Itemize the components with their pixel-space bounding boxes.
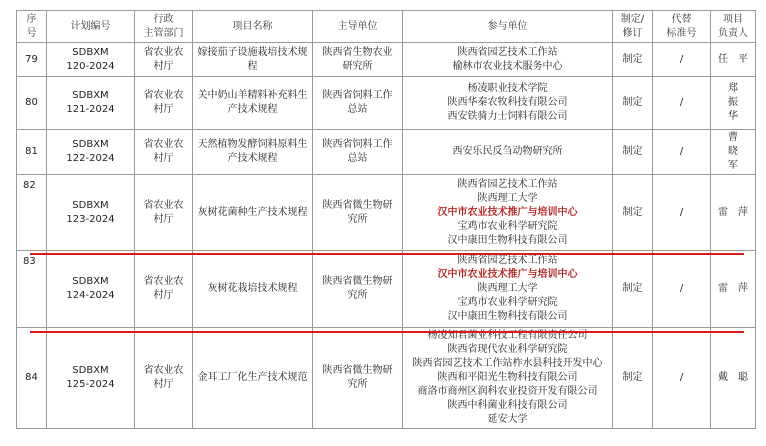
department-text: 省农业农	[143, 276, 184, 287]
cell-participating-units	[403, 251, 613, 328]
cell-project-name	[193, 251, 313, 328]
cell-department	[135, 77, 193, 130]
participating-unit: 宝鸡市农业科学研究院	[457, 220, 558, 232]
red-underline-row-82	[30, 253, 744, 255]
type-text: 制定	[622, 97, 643, 108]
cell-no	[17, 251, 47, 328]
participating-unit: 西安铁骑力士饲料有限公司	[447, 111, 568, 122]
header-text: 序	[26, 13, 37, 25]
participating-unit: 汉中康田生物科技有限公司	[447, 311, 568, 322]
header-no	[17, 11, 47, 43]
cell-person-in-charge	[711, 175, 756, 251]
participating-unit: 杨凌知君菌业科技工程有限责任公司	[427, 330, 588, 341]
red-underline-row-83	[30, 331, 744, 333]
header-type	[613, 11, 653, 43]
person-text: 晓	[728, 146, 738, 157]
cell-type	[613, 77, 653, 130]
header-person-in-charge	[711, 11, 756, 43]
plan-number-text: SDBXM	[72, 276, 109, 287]
lead-unit-text: 陕西省生物农业	[322, 46, 393, 58]
department-text: 省农业农	[143, 199, 184, 211]
plan-number-text: 120-2024	[66, 60, 115, 72]
cell-type	[613, 175, 653, 251]
person-text: 任 平	[718, 53, 748, 65]
header-text: 制定/	[620, 13, 645, 25]
cell-replaced-standard	[653, 77, 711, 130]
person-text: 曹	[728, 132, 738, 143]
replaced-standard-text: /	[679, 283, 684, 294]
department-text: 村厅	[153, 104, 174, 115]
cell-person-in-charge	[711, 77, 756, 130]
header-lead-unit	[313, 11, 403, 43]
cell-department	[135, 43, 193, 77]
type-text: 制定	[622, 146, 643, 157]
type-text: 制定	[622, 206, 643, 218]
plan-number-text: SDBXM	[72, 90, 109, 101]
cell-person-in-charge	[711, 251, 756, 328]
cell-department	[135, 175, 193, 251]
participating-unit: 陕西省园艺技术工作站	[457, 255, 558, 266]
plan-number-text: 121-2024	[66, 104, 115, 115]
participating-unit: 杨凌职业技术学院	[467, 83, 548, 94]
participating-unit: 陕西理工大学	[477, 192, 538, 204]
cell-plan-number	[47, 328, 135, 429]
plan-number-text: SDBXM	[72, 46, 109, 58]
cell-lead-unit	[313, 328, 403, 429]
plan-number-text: SDBXM	[72, 139, 109, 150]
cell-type	[613, 251, 653, 328]
person-text: 军	[728, 160, 738, 171]
cell-lead-unit	[313, 43, 403, 77]
plan-number-text: SDBXM	[72, 365, 109, 376]
replaced-standard-text: /	[679, 53, 684, 65]
row-number: 79	[25, 53, 38, 65]
lead-unit-text: 究所	[347, 290, 368, 301]
type-text: 制定	[622, 283, 643, 294]
header-text: 项目名称	[232, 20, 273, 32]
cell-department	[135, 130, 193, 175]
standards-table	[16, 10, 756, 429]
lead-unit-text: 陕西省微生物研	[322, 199, 393, 211]
cell-no	[17, 130, 47, 175]
header-text: 标准号	[666, 27, 697, 39]
cell-plan-number	[47, 175, 135, 251]
cell-replaced-standard	[653, 175, 711, 251]
participating-unit: 陕西省现代农业科学研究院	[447, 344, 568, 355]
header-text: 代替	[671, 13, 692, 25]
cell-type	[613, 328, 653, 429]
participating-unit: 陕西理工大学	[477, 283, 538, 294]
cell-project-name	[193, 130, 313, 175]
cell-type	[613, 43, 653, 77]
table-row	[17, 43, 756, 77]
participating-unit: 陕西省园艺技术工作站柞水县科技开发中心	[412, 358, 603, 369]
replaced-standard-text: /	[679, 372, 684, 383]
cell-no	[17, 77, 47, 130]
header-text: 负责人	[718, 27, 748, 39]
cell-participating-units	[403, 328, 613, 429]
project-name-text: 金耳工厂化生产技术规范	[197, 372, 308, 383]
project-name-text: 产技术规程	[227, 153, 278, 164]
participating-unit: 陕西中科菌业科技有限公司	[447, 400, 568, 411]
row-number: 82	[23, 180, 36, 191]
participating-unit-highlighted: 汉中市农业技术推广与培训中心	[437, 206, 578, 218]
participating-unit: 西安乐民反刍动物研究所	[452, 146, 563, 157]
cell-person-in-charge	[711, 130, 756, 175]
department-text: 村厅	[153, 153, 174, 164]
cell-project-name	[193, 43, 313, 77]
cell-person-in-charge	[711, 43, 756, 77]
project-name-text: 程	[247, 60, 258, 72]
project-name-text: 嫁接茄子设施栽培技术规	[197, 46, 308, 58]
lead-unit-text: 陕西省微生物研	[322, 276, 393, 287]
participating-unit: 宝鸡市农业科学研究院	[457, 297, 558, 308]
cell-no	[17, 328, 47, 429]
cell-type	[613, 130, 653, 175]
cell-project-name	[193, 77, 313, 130]
lead-unit-text: 研究所	[342, 60, 373, 72]
cell-replaced-standard	[653, 251, 711, 328]
lead-unit-text: 总站	[347, 104, 368, 115]
table-row	[17, 175, 756, 251]
participating-unit: 陕西华秦农牧科技有限公司	[447, 97, 568, 108]
table-body	[17, 43, 756, 429]
table-header-row	[17, 11, 756, 43]
header-text: 主导单位	[337, 20, 378, 32]
row-number: 80	[25, 97, 38, 108]
cell-person-in-charge	[711, 328, 756, 429]
cell-lead-unit	[313, 251, 403, 328]
department-text: 省农业农	[143, 139, 184, 150]
cell-project-name	[193, 328, 313, 429]
participating-unit: 商洛市商州区润科农业投资开发有限公司	[417, 386, 598, 397]
cell-lead-unit	[313, 77, 403, 130]
plan-number-text: SDBXM	[72, 199, 109, 211]
table-row	[17, 251, 756, 328]
project-name-text: 产技术规程	[227, 104, 278, 115]
row-number: 81	[25, 146, 38, 157]
header-text: 项目	[723, 13, 743, 25]
participating-unit: 汉中康田生物科技有限公司	[447, 234, 568, 246]
header-text: 修订	[622, 27, 643, 39]
person-text: 华	[728, 111, 738, 122]
lead-unit-text: 究所	[347, 213, 368, 225]
row-number: 84	[25, 372, 38, 383]
plan-number-text: 123-2024	[66, 213, 115, 225]
department-text: 省农业农	[143, 46, 184, 58]
department-text: 村厅	[153, 60, 174, 72]
person-text: 雷 萍	[718, 283, 748, 294]
header-text: 主管部门	[143, 27, 184, 39]
plan-number-text: 124-2024	[66, 290, 115, 301]
person-text: 戴 聪	[718, 372, 748, 383]
person-text: 雷 萍	[718, 206, 748, 218]
cell-plan-number	[47, 43, 135, 77]
participating-unit: 陕西省园艺技术工作站	[457, 46, 558, 58]
header-plan-number	[47, 11, 135, 43]
cell-replaced-standard	[653, 328, 711, 429]
person-text: 振	[728, 97, 738, 108]
cell-plan-number	[47, 251, 135, 328]
lead-unit-text: 陕西省饲料工作	[322, 139, 393, 150]
header-text: 计划编号	[70, 20, 111, 32]
header-project-name	[193, 11, 313, 43]
cell-replaced-standard	[653, 130, 711, 175]
cell-replaced-standard	[653, 43, 711, 77]
lead-unit-text: 究所	[347, 379, 368, 390]
cell-plan-number	[47, 130, 135, 175]
department-text: 村厅	[153, 379, 174, 390]
header-text: 号	[26, 27, 37, 39]
project-name-text: 灰树花菌种生产技术规程	[197, 206, 308, 218]
table-row	[17, 77, 756, 130]
department-text: 村厅	[153, 213, 174, 225]
lead-unit-text: 陕西省饲料工作	[322, 90, 393, 101]
header-replaced-standard	[653, 11, 711, 43]
cell-department	[135, 251, 193, 328]
plan-number-text: 122-2024	[66, 153, 115, 164]
replaced-standard-text: /	[679, 97, 684, 108]
cell-plan-number	[47, 77, 135, 130]
cell-department	[135, 328, 193, 429]
row-number: 83	[23, 256, 36, 267]
cell-no	[17, 43, 47, 77]
person-text: 郑	[728, 83, 738, 94]
cell-participating-units	[403, 130, 613, 175]
lead-unit-text: 陕西省微生物研	[322, 365, 393, 376]
participating-unit: 陕西省园艺技术工作站	[457, 178, 558, 190]
department-text: 省农业农	[143, 90, 184, 101]
cell-participating-units	[403, 43, 613, 77]
plan-number-text: 125-2024	[66, 379, 115, 390]
department-text: 省农业农	[143, 365, 184, 376]
cell-lead-unit	[313, 130, 403, 175]
cell-project-name	[193, 175, 313, 251]
type-text: 制定	[622, 53, 643, 65]
participating-unit: 榆林市农业技术服务中心	[452, 60, 563, 72]
participating-unit: 陕西和平阳光生物科技有限公司	[437, 372, 578, 383]
header-department	[135, 11, 193, 43]
participating-unit: 延安大学	[487, 414, 528, 425]
header-text: 行政	[153, 13, 174, 25]
cell-participating-units	[403, 175, 613, 251]
table-row	[17, 328, 756, 429]
replaced-standard-text: /	[679, 146, 684, 157]
department-text: 村厅	[153, 290, 174, 301]
cell-no	[17, 175, 47, 251]
project-name-text: 关中奶山羊精料补充料生	[197, 90, 308, 101]
lead-unit-text: 总站	[347, 153, 368, 164]
project-name-text: 灰树花栽培技术规程	[207, 283, 298, 294]
cell-participating-units	[403, 77, 613, 130]
replaced-standard-text: /	[679, 206, 684, 218]
header-participating-units	[403, 11, 613, 43]
header-text: 参与单位	[487, 20, 528, 32]
participating-unit-highlighted: 汉中市农业技术推广与培训中心	[437, 269, 578, 280]
cell-lead-unit	[313, 175, 403, 251]
type-text: 制定	[622, 372, 643, 383]
table-row	[17, 130, 756, 175]
project-name-text: 天然植物发酵饲料原料生	[197, 139, 308, 150]
